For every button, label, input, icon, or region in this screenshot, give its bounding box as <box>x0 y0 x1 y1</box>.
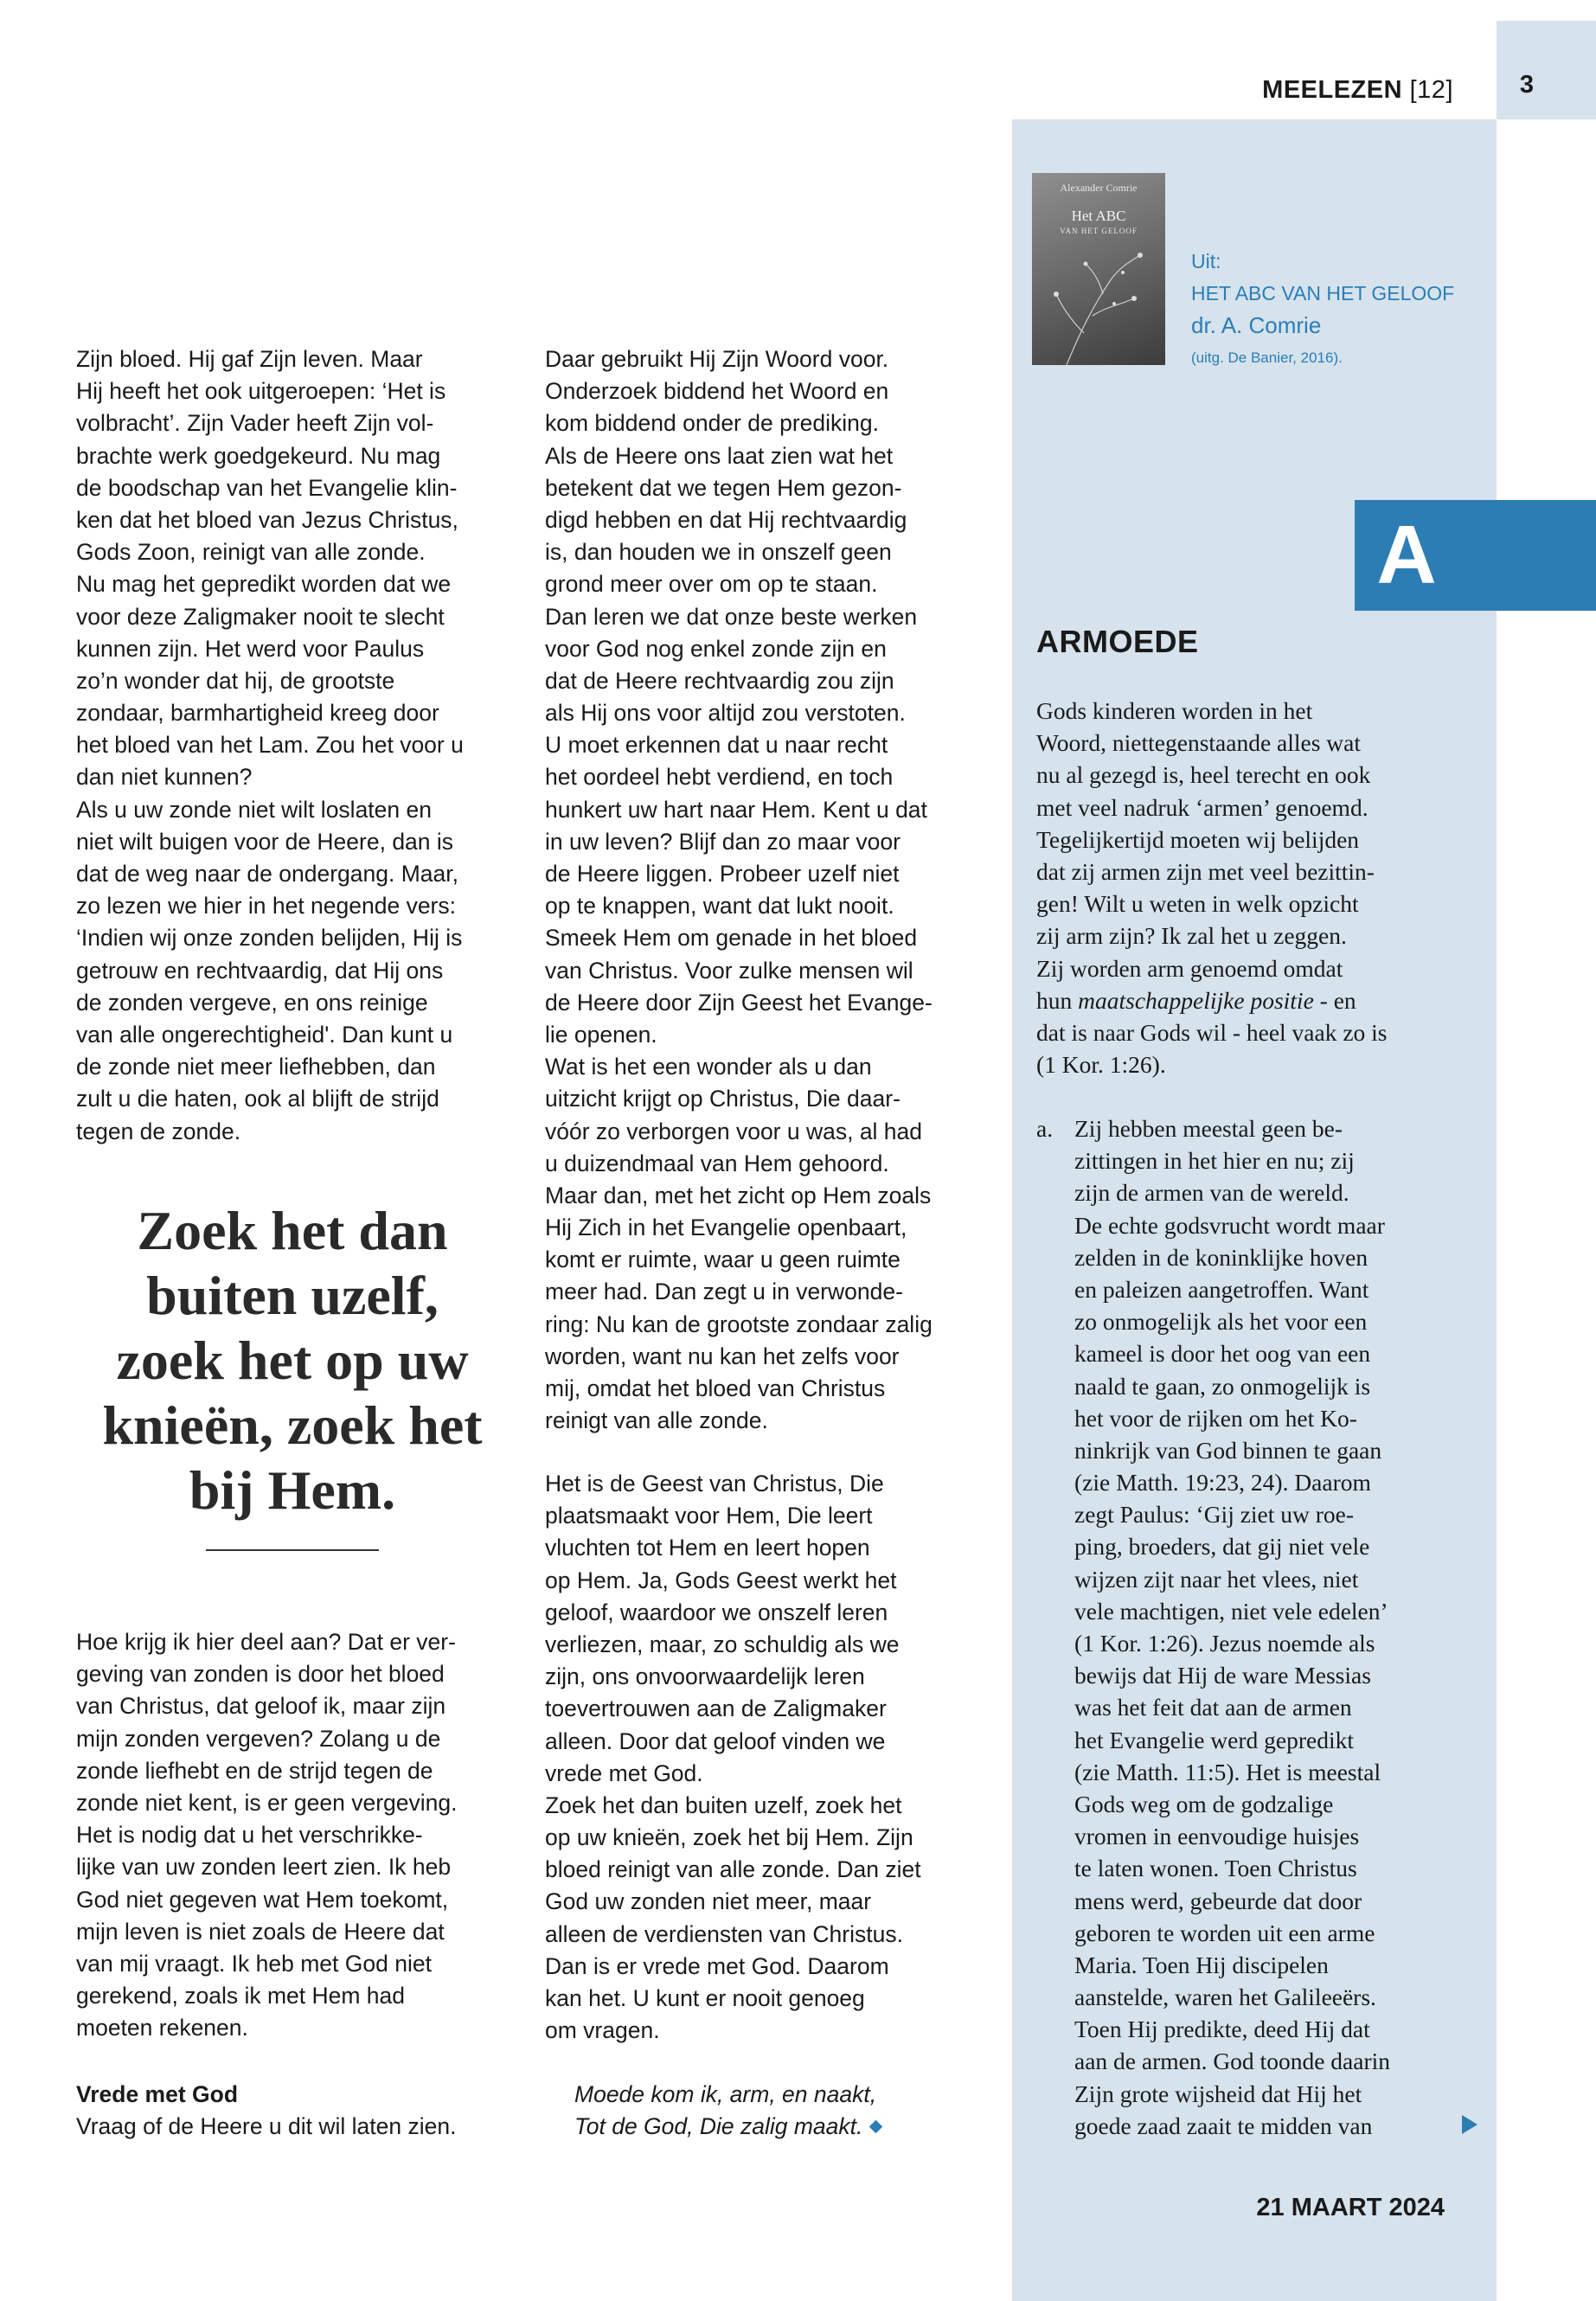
text-line: (zie Matth. 19:23, 24). Daarom <box>1074 1469 1371 1497</box>
text-line: ring: Nu kan de grootste zondaar zalig <box>545 1311 933 1337</box>
column-2-bottom-text <box>545 1468 921 2047</box>
text-line: naald te gaan, zo onmogelijk is <box>1074 1372 1371 1400</box>
text-line: mens werd, gebeurde dat door <box>1074 1887 1362 1914</box>
text-line: was het feit dat aan de armen <box>1074 1694 1352 1721</box>
text-line: bloed reinigt van alle zonde. Dan ziet <box>545 1856 921 1883</box>
text-line: Zijn bloed. Hij gaf Zijn leven. Maar <box>76 346 423 372</box>
column-1-top-text <box>76 343 464 1148</box>
text-line: uitzicht krijgt op Christus, Die daar- <box>545 1086 901 1112</box>
text-line: Gods weg om de godzalige <box>1074 1790 1334 1817</box>
verse-line: Moede kom ik, arm, en naakt, <box>574 2081 877 2107</box>
text-line: alleen de verdiensten van Christus. <box>545 1920 903 1947</box>
text-line: Hij heeft het ook uitgeroepen: ‘Het is <box>76 378 446 405</box>
book-cover-title: Het ABC <box>1071 208 1126 224</box>
pull-quote-line: zoek het op uw <box>116 1330 469 1391</box>
book-cover-subtitle: VAN HET GELOOF <box>1060 227 1138 235</box>
source-label: Uit: <box>1191 250 1221 272</box>
text-line: zonde niet kent, is er geen vergeving. <box>76 1789 458 1816</box>
text-line: plaatsmaakt voor Hem, Die leert <box>545 1503 873 1529</box>
text-line: grond meer over om op te staan. <box>545 571 878 598</box>
text-line: Daar gebruikt Hij Zijn Woord voor. <box>545 346 889 372</box>
text-line: vóór zo verborgen voor u was, al had <box>545 1118 923 1144</box>
text-line: toevertrouwen aan de Zaligmaker <box>545 1695 887 1722</box>
text-line: brachte werk goedgekeurd. Nu mag <box>76 442 441 469</box>
text-line: om vragen. <box>545 2017 660 2044</box>
text-line: geving van zonden is door het bloed <box>76 1661 445 1688</box>
text-line: De echte godsvrucht wordt maar <box>1074 1211 1385 1239</box>
text-line: te laten wonen. Toen Christus <box>1074 1855 1357 1882</box>
text-line: kom biddend onder de prediking. <box>545 410 879 437</box>
text-line: dat zij armen zijn met veel bezittin- <box>1036 857 1375 885</box>
text-line: zijn de armen van de wereld. <box>1074 1179 1349 1207</box>
column-1-bottom-text <box>76 1626 457 2044</box>
list-marker: a. <box>1036 1115 1054 1142</box>
source-author: dr. A. Comrie <box>1191 312 1322 338</box>
text-line: Zoek het dan buiten uzelf, zoek het <box>545 1791 902 1818</box>
text-line: lijke van uw zonden leert zien. Ik heb <box>76 1854 452 1881</box>
end-mark-icon <box>869 2120 883 2134</box>
text-line: zij arm zijn? Ik zal het u zeggen. <box>1036 922 1347 950</box>
text-line: geboren te worden uit een arme <box>1074 1919 1375 1946</box>
text-line: Maria. Toen Hij discipelen <box>1074 1951 1329 1978</box>
text-line: Wat is het een wonder als u dan <box>545 1054 872 1080</box>
text-line: ninkrijk van God binnen te gaan <box>1074 1436 1382 1464</box>
book-cover-branches-graphic <box>1032 247 1165 365</box>
text-line: worden, want nu kan het zelfs voor <box>545 1343 900 1369</box>
text-run: hun <box>1036 986 1079 1014</box>
text-line: kan het. U kunt er nooit genoeg <box>545 1985 865 2011</box>
text-line: wijzen zijt naar het vlees, niet <box>1074 1565 1359 1593</box>
text-line: alleen. Door dat geloof vinden we <box>545 1727 886 1754</box>
text-line: (1 Kor. 1:26). Jezus noemde als <box>1074 1630 1375 1657</box>
text-line: zelden in de koninklijke hoven <box>1074 1243 1368 1271</box>
text-line: hunkert uw hart naar Hem. Kent u dat <box>545 796 927 823</box>
text-line: de Heere liggen. Probeer uzelf niet <box>545 861 900 887</box>
text-line: moeten rekenen. <box>76 2015 248 2041</box>
text-line: ‘Indien wij onze zonden belijden, Hij is <box>76 925 463 952</box>
sidebar-paragraph-tail-lines <box>1036 1016 1469 1080</box>
text-line: op uw knieën, zoek het bij Hem. Zijn <box>545 1824 913 1851</box>
text-line: meer had. Dan zegt u in verwonde- <box>545 1279 903 1305</box>
book-cover-author: Alexander Comrie <box>1060 182 1138 194</box>
text-line: vrede met God. <box>545 1759 703 1786</box>
text-line: de boodschap van het Evangelie klin- <box>76 474 458 501</box>
text-line: zittingen in het hier en nu; zij <box>1074 1147 1355 1175</box>
text-line: Maar dan, met het zicht op Hem zoals <box>545 1182 932 1208</box>
list-item <box>1074 1112 1390 2142</box>
section-number: [12] <box>1409 76 1453 104</box>
magazine-section-header <box>1194 76 1453 105</box>
sidebar-paragraph-emphasis-line <box>1036 984 1469 1016</box>
text-line: op te knappen, want dat lukt nooit. <box>545 893 894 920</box>
text-line: God uw zonden niet meer, maar <box>545 1888 872 1915</box>
text-line: Gods Zoon, reinigt van alle zonde. <box>76 539 426 566</box>
text-line: de zonden vergeve, en ons reinige <box>76 989 428 1016</box>
text-line: voor deze Zaligmaker nooit te slecht <box>76 603 445 630</box>
text-line: op Hem. Ja, Gods Geest werkt het <box>545 1567 897 1593</box>
sidebar-paragraph <box>1036 695 1469 1080</box>
text-line: dat de Heere rechtvaardig zou zijn <box>545 667 894 694</box>
text-line: kunnen zijn. Het werd voor Paulus <box>76 635 425 662</box>
text-line: bewijs dat Hij de ware Messias <box>1074 1662 1371 1689</box>
text-line: zijn, ons onvoorwaardelijk leren <box>545 1663 865 1690</box>
text-line: Het is nodig dat u het verschrikke- <box>76 1822 423 1849</box>
text-line: Als u uw zonde niet wilt loslaten en <box>76 796 432 823</box>
text-line: digd hebben en dat Hij rechtvaardig <box>545 506 907 533</box>
text-line: zondaar, barmhartigheid kreeg door <box>76 700 439 727</box>
text-line: Zijn grote wijsheid dat Hij het <box>1074 2080 1362 2107</box>
text-line: aanstelde, waren het Galileeërs. <box>1074 1984 1376 2011</box>
text-line: u duizendmaal van Hem gehoord. <box>545 1150 889 1176</box>
text-line: Gods kinderen worden in het <box>1036 697 1313 724</box>
text-line: het Evangelie werd gepredikt <box>1074 1726 1354 1753</box>
sidebar-heading: ARMOEDE <box>1036 624 1199 659</box>
text-line: vromen in eenvoudige huisjes <box>1074 1823 1360 1850</box>
text-line: zo lezen we hier in het negende vers: <box>76 893 456 920</box>
page-number: 3 <box>1519 71 1535 99</box>
text-line: mij, omdat het bloed van Christus <box>545 1375 886 1401</box>
text-line: ken dat het bloed van Jezus Christus, <box>76 506 458 533</box>
text-line: komt er ruimte, waar u geen ruimte <box>545 1247 901 1273</box>
text-line: mijn zonden vergeven? Zolang u de <box>76 1725 441 1752</box>
text-line: en paleizen aangetroffen. Want <box>1074 1275 1369 1303</box>
text-line: voor God nog enkel zonde zijn en <box>545 635 887 662</box>
book-cover-image <box>1032 173 1165 365</box>
text-line: lie openen. <box>545 1021 657 1048</box>
text-line: reinigt van alle zonde. <box>545 1407 768 1434</box>
text-line: vluchten tot Hem en leert hopen <box>545 1535 870 1561</box>
text-line: (1 Kor. 1:26). <box>1036 1051 1166 1079</box>
emphasis-text: maatschappelijke positie <box>1078 986 1314 1014</box>
text-line: met veel nadruk ‘armen’ genoemd. <box>1036 793 1368 821</box>
pull-quote-divider <box>206 1549 379 1551</box>
text-line: zult u die haten, ook al blijft de strijd <box>76 1086 439 1112</box>
source-book-title: HET ABC VAN HET GELOOF <box>1191 282 1455 304</box>
text-line: Tegelijkertijd moeten wij belijden <box>1036 825 1360 853</box>
section-title: MEELEZEN <box>1262 76 1403 104</box>
text-line: het oordeel hebt verdiend, en toch <box>545 764 894 791</box>
pull-quote-line: buiten uzelf, <box>146 1265 439 1326</box>
text-line: (zie Matth. 11:5). Het is meestal <box>1074 1758 1381 1785</box>
text-line: goede zaad zaait te midden van <box>1074 2112 1373 2139</box>
text-line: Het is de Geest van Christus, Die <box>545 1471 884 1497</box>
text-run: - en <box>1313 986 1356 1014</box>
text-line: als Hij ons voor altijd zou verstoten. <box>545 700 906 727</box>
text-line: Nu mag het gepredikt worden dat we <box>76 571 452 598</box>
text-line: betekent dat we tegen Hem gezon- <box>545 474 902 501</box>
text-line: Zij hebben meestal geen be- <box>1074 1115 1343 1142</box>
alphabet-letter: A <box>1376 509 1437 601</box>
continue-arrow-icon <box>1462 2115 1477 2134</box>
pull-quote <box>76 1198 509 1522</box>
pull-quote-line: Zoek het dan <box>137 1200 448 1261</box>
text-line: tegen de zonde. <box>76 1118 241 1144</box>
text-line: aan de armen. God toonde daarin <box>1074 2048 1390 2075</box>
text-line: dat de weg naar de ondergang. Maar, <box>76 861 458 887</box>
text-line: gen! Wilt u weten in welk opzicht <box>1036 890 1359 918</box>
text-line: in uw leven? Blijf dan zo maar voor <box>545 828 901 855</box>
verse-line-text: Tot de God, Die zalig maakt. <box>574 2113 863 2140</box>
text-line: volbracht’. Zijn Vader heeft Zijn vol- <box>76 410 434 437</box>
text-line: geloof, waardoor we onszelf leren <box>545 1599 888 1625</box>
issue-date: 21 MAART 2024 <box>1256 2194 1445 2221</box>
text-line: dan niet kunnen? <box>76 764 253 791</box>
text-line: ping, broeders, dat gij niet vele <box>1074 1533 1370 1561</box>
closing-verse <box>574 2079 881 2143</box>
subheading: Vrede met God <box>76 2081 239 2107</box>
text-line: zonde liefhebt en de strijd tegen de <box>76 1757 433 1784</box>
text-line: van mij vraagt. Ik heb met God niet <box>76 1950 432 1977</box>
text-line: niet wilt buigen voor de Heere, dan is <box>76 828 454 855</box>
verse-line-last <box>574 2111 881 2143</box>
column-2-top-text <box>545 343 933 1437</box>
text-line: van alle ongerechtigheid'. Dan kunt u <box>76 1021 453 1048</box>
pull-quote-line: knieën, zoek het <box>102 1394 483 1456</box>
text-line: het bloed van het Lam. Zou het voor u <box>76 732 464 759</box>
text-line: U moet erkennen dat u naar recht <box>545 732 888 759</box>
text-line: Onderzoek biddend het Woord en <box>545 378 889 405</box>
text-line: is, dan houden we in onszelf geen <box>545 539 892 566</box>
text-line: God niet gegeven wat Hem toekomt, <box>76 1886 449 1913</box>
text-line: de zonde niet meer liefhebben, dan <box>76 1054 436 1080</box>
text-line: Dan leren we dat onze beste werken <box>545 603 918 630</box>
sidebar-paragraph-lines <box>1036 695 1469 984</box>
text-line: zegt Paulus: ‘Gij ziet uw roe- <box>1074 1501 1355 1529</box>
page-number-tab <box>1497 21 1596 119</box>
text-line: van Christus, dat geloof ik, maar zijn <box>76 1693 446 1720</box>
text-line: Dan is er vrede met God. Daarom <box>545 1952 889 1979</box>
source-publisher: (uitg. De Banier, 2016). <box>1191 349 1343 366</box>
text-line: Woord, niettegenstaande alles wat <box>1036 729 1362 757</box>
text-line: gerekend, zoals ik met Hem had <box>76 1983 406 2009</box>
text-line: nu al gezegd is, heel terecht en ook <box>1036 761 1371 789</box>
text-line: Smeek Hem om genade in het bloed <box>545 925 918 952</box>
text-line: Hij Zich in het Evangelie openbaart, <box>545 1215 907 1241</box>
text-line: het voor de rijken om het Ko- <box>1074 1404 1357 1432</box>
text-line: Zij worden arm genoemd omdat <box>1036 954 1343 982</box>
text-line: mijn leven is niet zoals de Heere dat <box>76 1918 445 1945</box>
text-line: kameel is door het oog van een <box>1074 1340 1371 1368</box>
text-line: de Heere door Zijn Geest het Evange- <box>545 989 933 1016</box>
subheading-body: Vraag of de Heere u dit wil laten zien. <box>76 2113 457 2139</box>
text-line: van Christus. Voor zulke mensen wil <box>545 957 913 984</box>
text-line: zo’n wonder dat hij, de grootste <box>76 667 395 694</box>
pull-quote-line: bij Hem. <box>189 1459 396 1521</box>
text-line: Hoe krijg ik hier deel aan? Dat er ver- <box>76 1629 456 1655</box>
text-line: dat is naar Gods wil - heel vaak zo is <box>1036 1018 1388 1046</box>
text-line: Toen Hij predikte, deed Hij dat <box>1074 2016 1370 2043</box>
text-line: verliezen, maar, zo schuldig als we <box>545 1631 900 1657</box>
text-line: Als de Heere ons laat zien wat het <box>545 442 894 469</box>
text-line: getrouw en rechtvaardig, dat Hij ons <box>76 957 444 984</box>
text-line: vele machtigen, niet vele edelen’ <box>1074 1597 1388 1625</box>
text-line: zo onmogelijk als het voor een <box>1074 1308 1368 1336</box>
